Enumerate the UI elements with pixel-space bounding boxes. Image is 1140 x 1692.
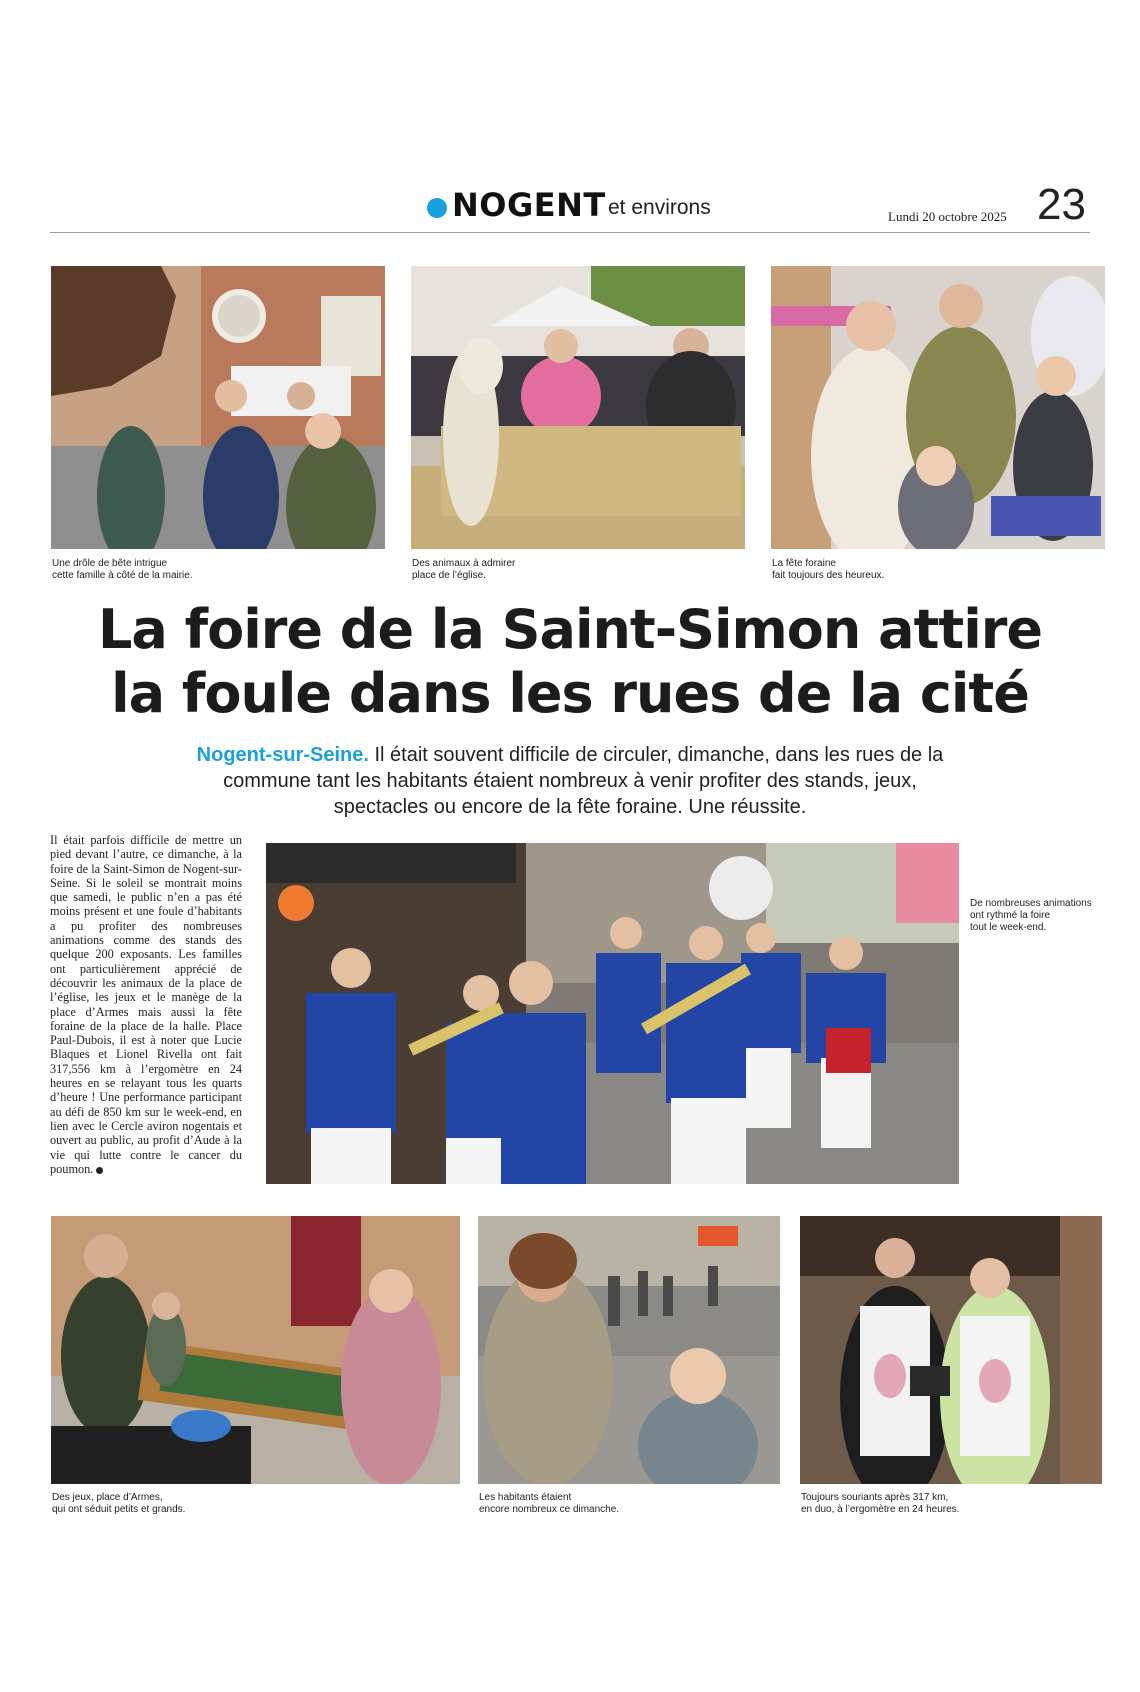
photo-funfair	[771, 266, 1105, 549]
photo-games	[51, 1216, 460, 1484]
lead-text: Il était souvent difficile de circuler, dimanche, dans les rues de la commune tant les habitants étaient nombreux à venir profiter des stands, jeux, spectacles ou encore de la fête foraine. Une réussite.	[223, 744, 944, 818]
section-title: NOGENT	[452, 186, 606, 224]
photo-animal-family	[51, 266, 385, 549]
issue-date: Lundi 20 octobre 2025	[888, 209, 1007, 224]
photo-caption: Les habitants étaient encore nombreux ce dimanche.	[479, 1492, 620, 1515]
page-header	[50, 182, 1090, 233]
article-body	[50, 833, 242, 1176]
photo-caption: Des jeux, place d’Armes, qui ont séduit petits et grands.	[52, 1492, 186, 1515]
photo-caption: De nombreuses animations ont rythmé la foire tout le week-end.	[970, 898, 1092, 933]
photo-caption: Des animaux à admirer place de l’église.	[412, 558, 516, 581]
photo-marching-band	[266, 843, 959, 1184]
section-subtitle: et environs	[608, 196, 711, 219]
photo-alpaca	[411, 266, 745, 549]
photo-ergometer-duo	[800, 1216, 1102, 1484]
page-number: 23	[1037, 180, 1086, 229]
article-lead	[180, 742, 960, 820]
article-headline	[40, 598, 1100, 726]
photo-crowd-street	[478, 1216, 780, 1484]
end-mark-icon	[96, 1167, 103, 1174]
headline-line: la foule dans les rues de la cité	[111, 662, 1029, 725]
photo-caption: Toujours souriants après 317 km, en duo, à l’ergomètre en 24 heures.	[801, 1492, 960, 1515]
photo-caption: Une drôle de bête intrigue cette famille à côté de la mairie.	[52, 558, 193, 581]
section-dot-icon	[427, 198, 447, 218]
body-text: Il était parfois difficile de mettre un pied devant l’autre, ce dimanche, à la foire de la Saint-Simon de Nogent-sur-Seine. Si le soleil se montrait moins que samedi, le public n’en a pas été moins présent et une foule d’habitants a pu profiter des nombreuses animations comme des stands des quelque 200 exposants. Les familles ont particulièrement apprécié de découvrir les animaux de la place de l’église, les jeux et le manège de la place d’Armes mais aussi la fête foraine de la place de la halle. Place Paul-Dubois, il est à noter que Lucie Blaques et Lionel Rivella ont fait 317,556 km à l’ergomètre en 24 heures en se relayant tous les quarts d’heure ! Une performance participant au défi de 850 km sur le week-end, en lien avec le Cercle aviron nogentais et ouvert au public, au profit d’Aude à la vie qui lutte contre le cancer du poumon.	[50, 833, 242, 1176]
photo-caption: La fête foraine fait toujours des heureux.	[772, 558, 885, 581]
lead-location: Nogent-sur-Seine.	[196, 744, 369, 766]
headline-line: La foire de la Saint-Simon attire	[98, 598, 1042, 661]
